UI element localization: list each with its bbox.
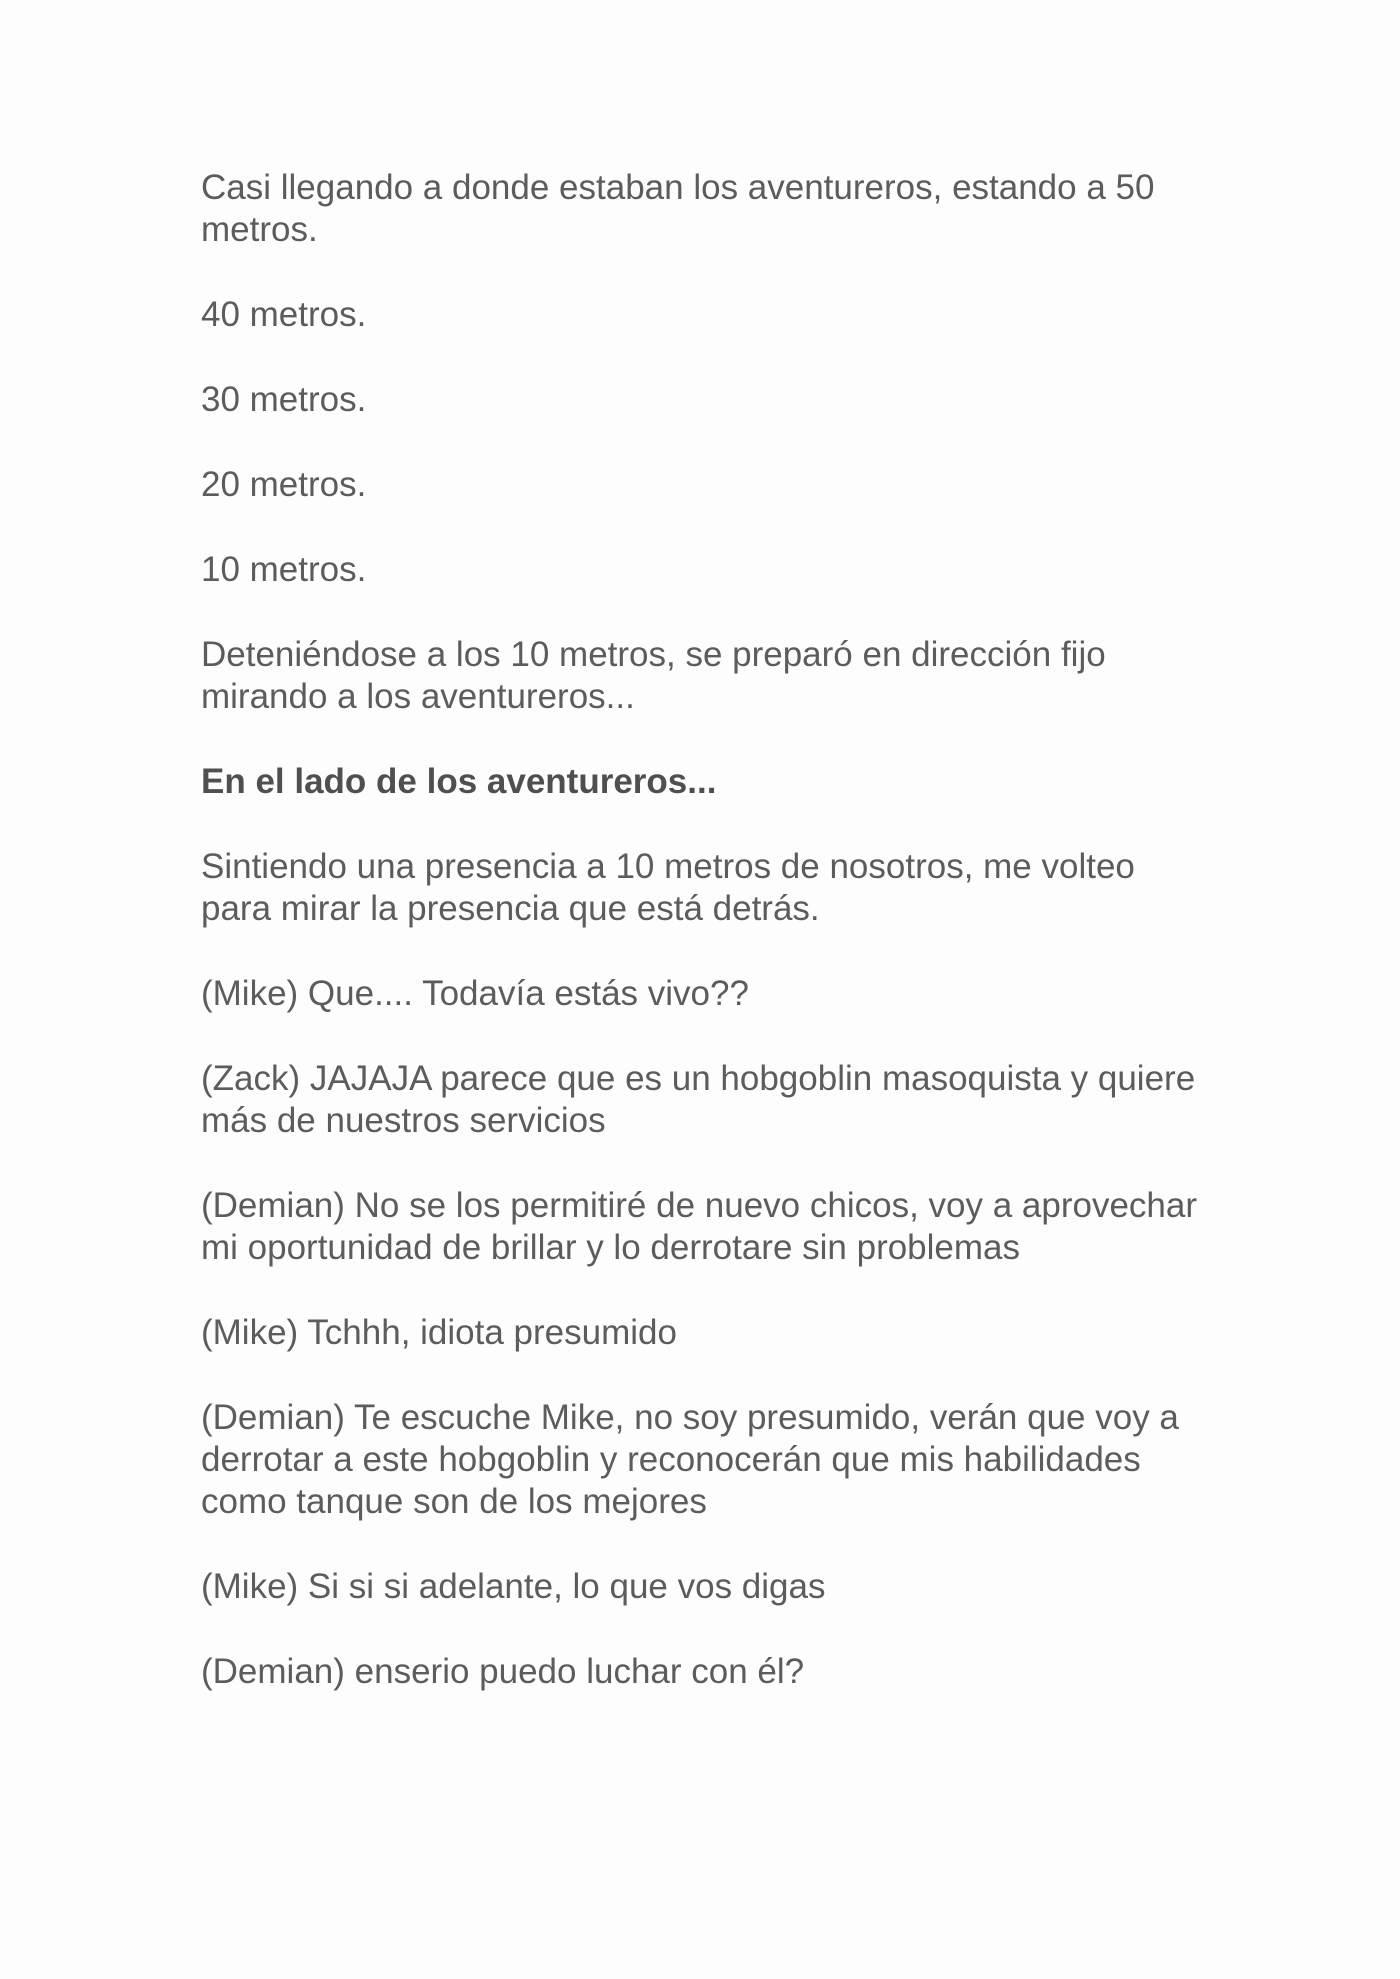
dialogue-line: (Demian) Te escuche Mike, no soy presumido, verán que voy a derrotar a este hobgoblin y reconocerán que mis habilidades como tanque son de los mejores (201, 1398, 1179, 1521)
section-heading: En el lado de los aventureros... (201, 762, 717, 801)
paragraph: Sintiendo una presencia a 10 metros de nosotros, me volteo para mirar la presencia que está detrás. (201, 847, 1135, 928)
dialogue-line: (Zack) JAJAJA parece que es un hobgoblin masoquista y quiere más de nuestros servicios (201, 1059, 1196, 1140)
paragraph: 20 metros. (201, 465, 367, 504)
dialogue-line: (Demian) No se los permitiré de nuevo chicos, voy a aprovechar mi oportunidad de brillar y lo derrotare sin problemas (201, 1186, 1197, 1267)
dialogue-line: (Demian) enserio puedo luchar con él? (201, 1652, 805, 1691)
paragraph: Deteniéndose a los 10 metros, se preparó en dirección fijo mirando a los aventureros... (201, 635, 1106, 716)
dialogue-line: (Mike) Que.... Todavía estás vivo?? (201, 974, 749, 1013)
dialogue-line: (Mike) Si si si adelante, lo que vos digas (201, 1567, 826, 1606)
dialogue-line: (Mike) Tchhh, idiota presumido (201, 1313, 677, 1352)
document-body (201, 167, 1211, 1736)
paragraph: 10 metros. (201, 550, 367, 589)
paragraph: 40 metros. (201, 295, 367, 334)
paragraph: 30 metros. (201, 380, 367, 419)
paragraph: Casi llegando a donde estaban los aventureros, estando a 50 metros. (201, 168, 1155, 249)
